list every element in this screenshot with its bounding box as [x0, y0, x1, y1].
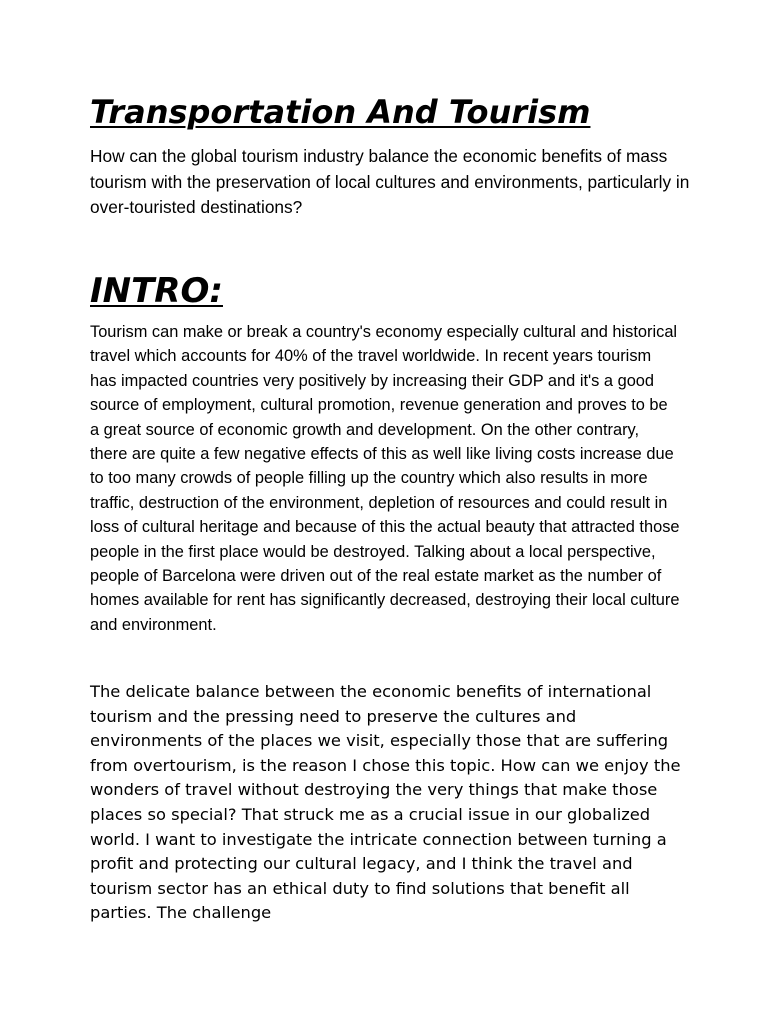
document-title: Transportation And Tourism: [90, 93, 591, 131]
intro-heading: INTRO:: [90, 271, 223, 311]
intro-paragraph: Tourism can make or break a country's economy especially cultural and historical travel which accounts for 40% of the travel worldwide. In recent years tourism has impacted countries very positively by increasing their GDP and it's a good source of employment, cultural promotion, revenue generation and proves to be a great source of economic growth and development. On the other contrary, there are quite a few negative effects of this as well like living costs increase due to too many crowds of people filling up the country which also results in more traffic, destruction of the environment, depletion of resources and could result in loss of cultural heritage and because of this the actual beauty that attracted those people in the first place would be destroyed. Talking about a local perspective, people of Barcelona were driven out of the real estate market as the number of homes available for rent has significantly decreased, destroying their local culture and environment.: [90, 323, 680, 634]
reason-paragraph: The delicate balance between the economic benefits of international tourism and the pressing need to preserve the cultures and environments of the places we visit, especially those that are suffering from overtourism, is the reason I chose this topic. How can we enjoy the wonders of travel without destroying the very things that make those places so special? That struck me as a crucial issue in our globalized world. I want to investigate the intricate connection between turning a profit and protecting our cultural legacy, and I think the travel and tourism sector has an ethical duty to find solutions that benefit all parties. The challenge: [90, 682, 681, 923]
research-question: How can the global tourism industry balance the economic benefits of mass tourism with the preservation of local cultures and environments, particularly in over-touristed destinations?: [90, 146, 690, 217]
